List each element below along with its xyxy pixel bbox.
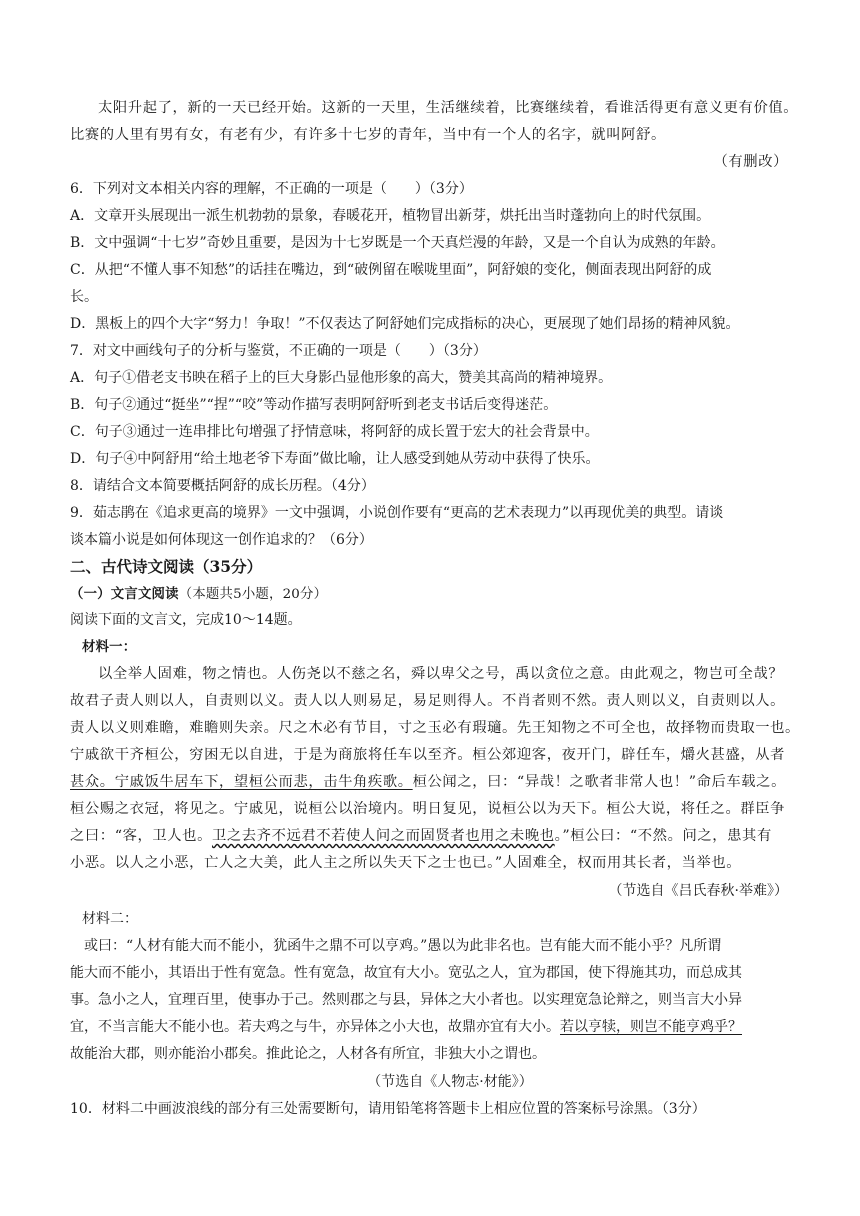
material-1-line-7-end: 。”桓公曰：“不然。问之，患其有	[554, 828, 772, 844]
material-2-source: （节选自《人物志·材能》）	[367, 1074, 533, 1090]
material-1-line-3: 责人以义则难瞻，难瞻则失亲。尺之木必有节目，寸之玉必有瑕瓋。先王知物之不可全也，故择物而贵取一也。	[70, 720, 800, 736]
q6-option-b: B．文中强调“十七岁”奇妙且重要，是因为十七岁既是一个天真烂漫的年龄，又是一个自认为成熟的年龄。	[70, 235, 725, 251]
q7-option-d: D．句子④中阿舒用“给土地老爷下寿面”做比喻，让人感受到她从劳动中获得了快乐。	[70, 451, 600, 467]
q8-stem: 8．请结合文本简要概括阿舒的成长历程。（4分）	[70, 478, 375, 494]
q6-option-a: A．文章开头展现出一派生机勃勃的景象，春暖花开，植物冒出新芽，烘托出当时蓬勃向上的时代氛围。	[70, 208, 711, 224]
material-2-line-4	[70, 1018, 790, 1036]
wavy-underlined-sentence: 卫之去齐不远君不若使人问之而固贤者也用之未晚也	[211, 828, 555, 844]
passage-line-1: 太阳升起了，新的一天已经开始。这新的一天里，生活继续着，比赛继续着，看谁活得更有意义更有价值。	[98, 100, 799, 116]
section-2-instruction: 阅读下面的文言文，完成10～14题。	[70, 612, 302, 628]
material-1-line-2: 故君子责人则以人，自责则以义。责人以人则易足，易足则得人。不肖者则不然。责人则以义，自责则以人。	[70, 693, 786, 709]
q7-stem: 7．对文中画线句子的分析与鉴赏，不正确的一项是（ ）（3分）	[70, 343, 487, 359]
q10-stem: 10．材料二中画波浪线的部分有三处需要断句，请用铅笔将答题卡上相应位置的答案标号涂黑。（3分）	[70, 1101, 706, 1117]
q7-option-a: A．句子①借老支书映在稻子上的巨大身影凸显他形象的高大，赞美其高尚的精神境界。	[70, 370, 613, 386]
material-1-line-7-start: 之曰：“客，卫人也。	[70, 828, 212, 844]
material-1-line-5-rest: 桓公闻之，曰：“异哉！之歌者非常人也！”命后车载之。	[412, 774, 786, 790]
q7-option-c: C．句子③通过一连串排比句增强了抒情意味，将阿舒的成长置于宏大的社会背景中。	[70, 424, 599, 440]
section-2-title: 二、古代诗文阅读（35分）	[70, 557, 263, 576]
q6-option-c-line2: 长。	[70, 289, 98, 305]
material-2-line-5: 故能治大郡，则亦能治小郡矣。推此论之，人材各有所宜，非独大小之谓也。	[70, 1046, 546, 1062]
q6-option-d: D．黑板上的四个大字“努力！争取！”不仅表达了阿舒她们完成指标的决心，更展现了她们昂扬的精神风貌。	[70, 316, 740, 332]
passage-source: （有删改）	[713, 154, 788, 170]
q9-line-1: 9．茹志鹃在《追求更高的境界》一文中强调，小说创作要有“更高的艺术表现力”以再现优美的典型。请谈	[70, 505, 724, 521]
q7-option-b: B．句子②通过“挺坐”“捏”“咬”等动作描写表明阿舒听到老支书话后变得迷茫。	[70, 397, 558, 413]
material-1-line-5	[70, 773, 790, 791]
subtitle-note: （本题共5小题，20分）	[178, 587, 328, 602]
underlined-sentence-2: 若以亨犊，则岂不能亨鸡乎？	[560, 1019, 742, 1035]
subtitle-label: （一）文言文阅读	[70, 586, 179, 602]
material-1-line-4: 宁戚欲干齐桓公，穷困无以自进，于是为商旅将任车以至齐。桓公郊迎客，夜开门，辟任车，爝火甚盛，从者	[70, 747, 786, 763]
material-1-line-8: 小恶。以人之小恶，亡人之大美，此人主之所以失天下之士也已。”人固难全，权而用其长者，当举也。	[70, 855, 742, 871]
material-2-line-1: 或曰：“人材有能大而不能小，犹函牛之鼎不可以亨鸡。”愚以为此非名也。岂有能大而不能小乎？凡所谓	[84, 938, 722, 954]
q6-stem: 6．下列对文本相关内容的理解，不正确的一项是（ ）（3分）	[70, 181, 473, 197]
material-2-line-4-start: 宜，不当言能大不能小也。若夫鸡之与牛，亦异体之小大也，故鼎亦宜有大小。	[70, 1019, 560, 1035]
passage-line-2: 比赛的人里有男有女，有老有少，有许多十七岁的青年，当中有一个人的名字，就叫阿舒。	[70, 127, 666, 143]
material-1-source: （节选自《吕氏春秋·举难》）	[608, 883, 788, 899]
q9-line-2: 谈本篇小说是如何体现这一创作追求的？（6分）	[70, 532, 373, 548]
underlined-sentence: 甚众。宁戚饭牛居车下，望桓公而悲，击牛角疾歌。	[70, 774, 413, 790]
material-1-line-7	[70, 827, 790, 845]
section-2-subtitle	[70, 585, 790, 604]
material-2-label: 材料二：	[82, 911, 138, 927]
material-2-line-3: 事。急小之人，宜理百里，使事办于己。然则郡之与县，异体之大小者也。以实理宽急论辩之，则当言大小异	[70, 992, 742, 1008]
material-1-line-1: 以全举人固难，物之情也。人伤尧以不慈之名，舜以卑父之号，禹以贪位之意。由此观之，物岂可全哉？	[98, 666, 784, 682]
material-2-line-2: 能大而不能小，其语出于性有宽急。性有宽急，故宜有大小。宽弘之人，宜为郡国，使下得施其功，而总成其	[70, 965, 742, 981]
material-1-line-6: 桓公赐之衣冠，将见之。宁戚见，说桓公以治境内。明日复见，说桓公以为天下。桓公大说，将任之。群臣争	[70, 801, 786, 817]
q6-option-c-line1: C．从把“不懂人事不知愁”的话挂在嘴边，到“破例留在喉咙里面”，阿舒娘的变化，侧面表现出阿舒的成	[70, 262, 712, 278]
material-1-label: 材料一：	[82, 639, 137, 655]
